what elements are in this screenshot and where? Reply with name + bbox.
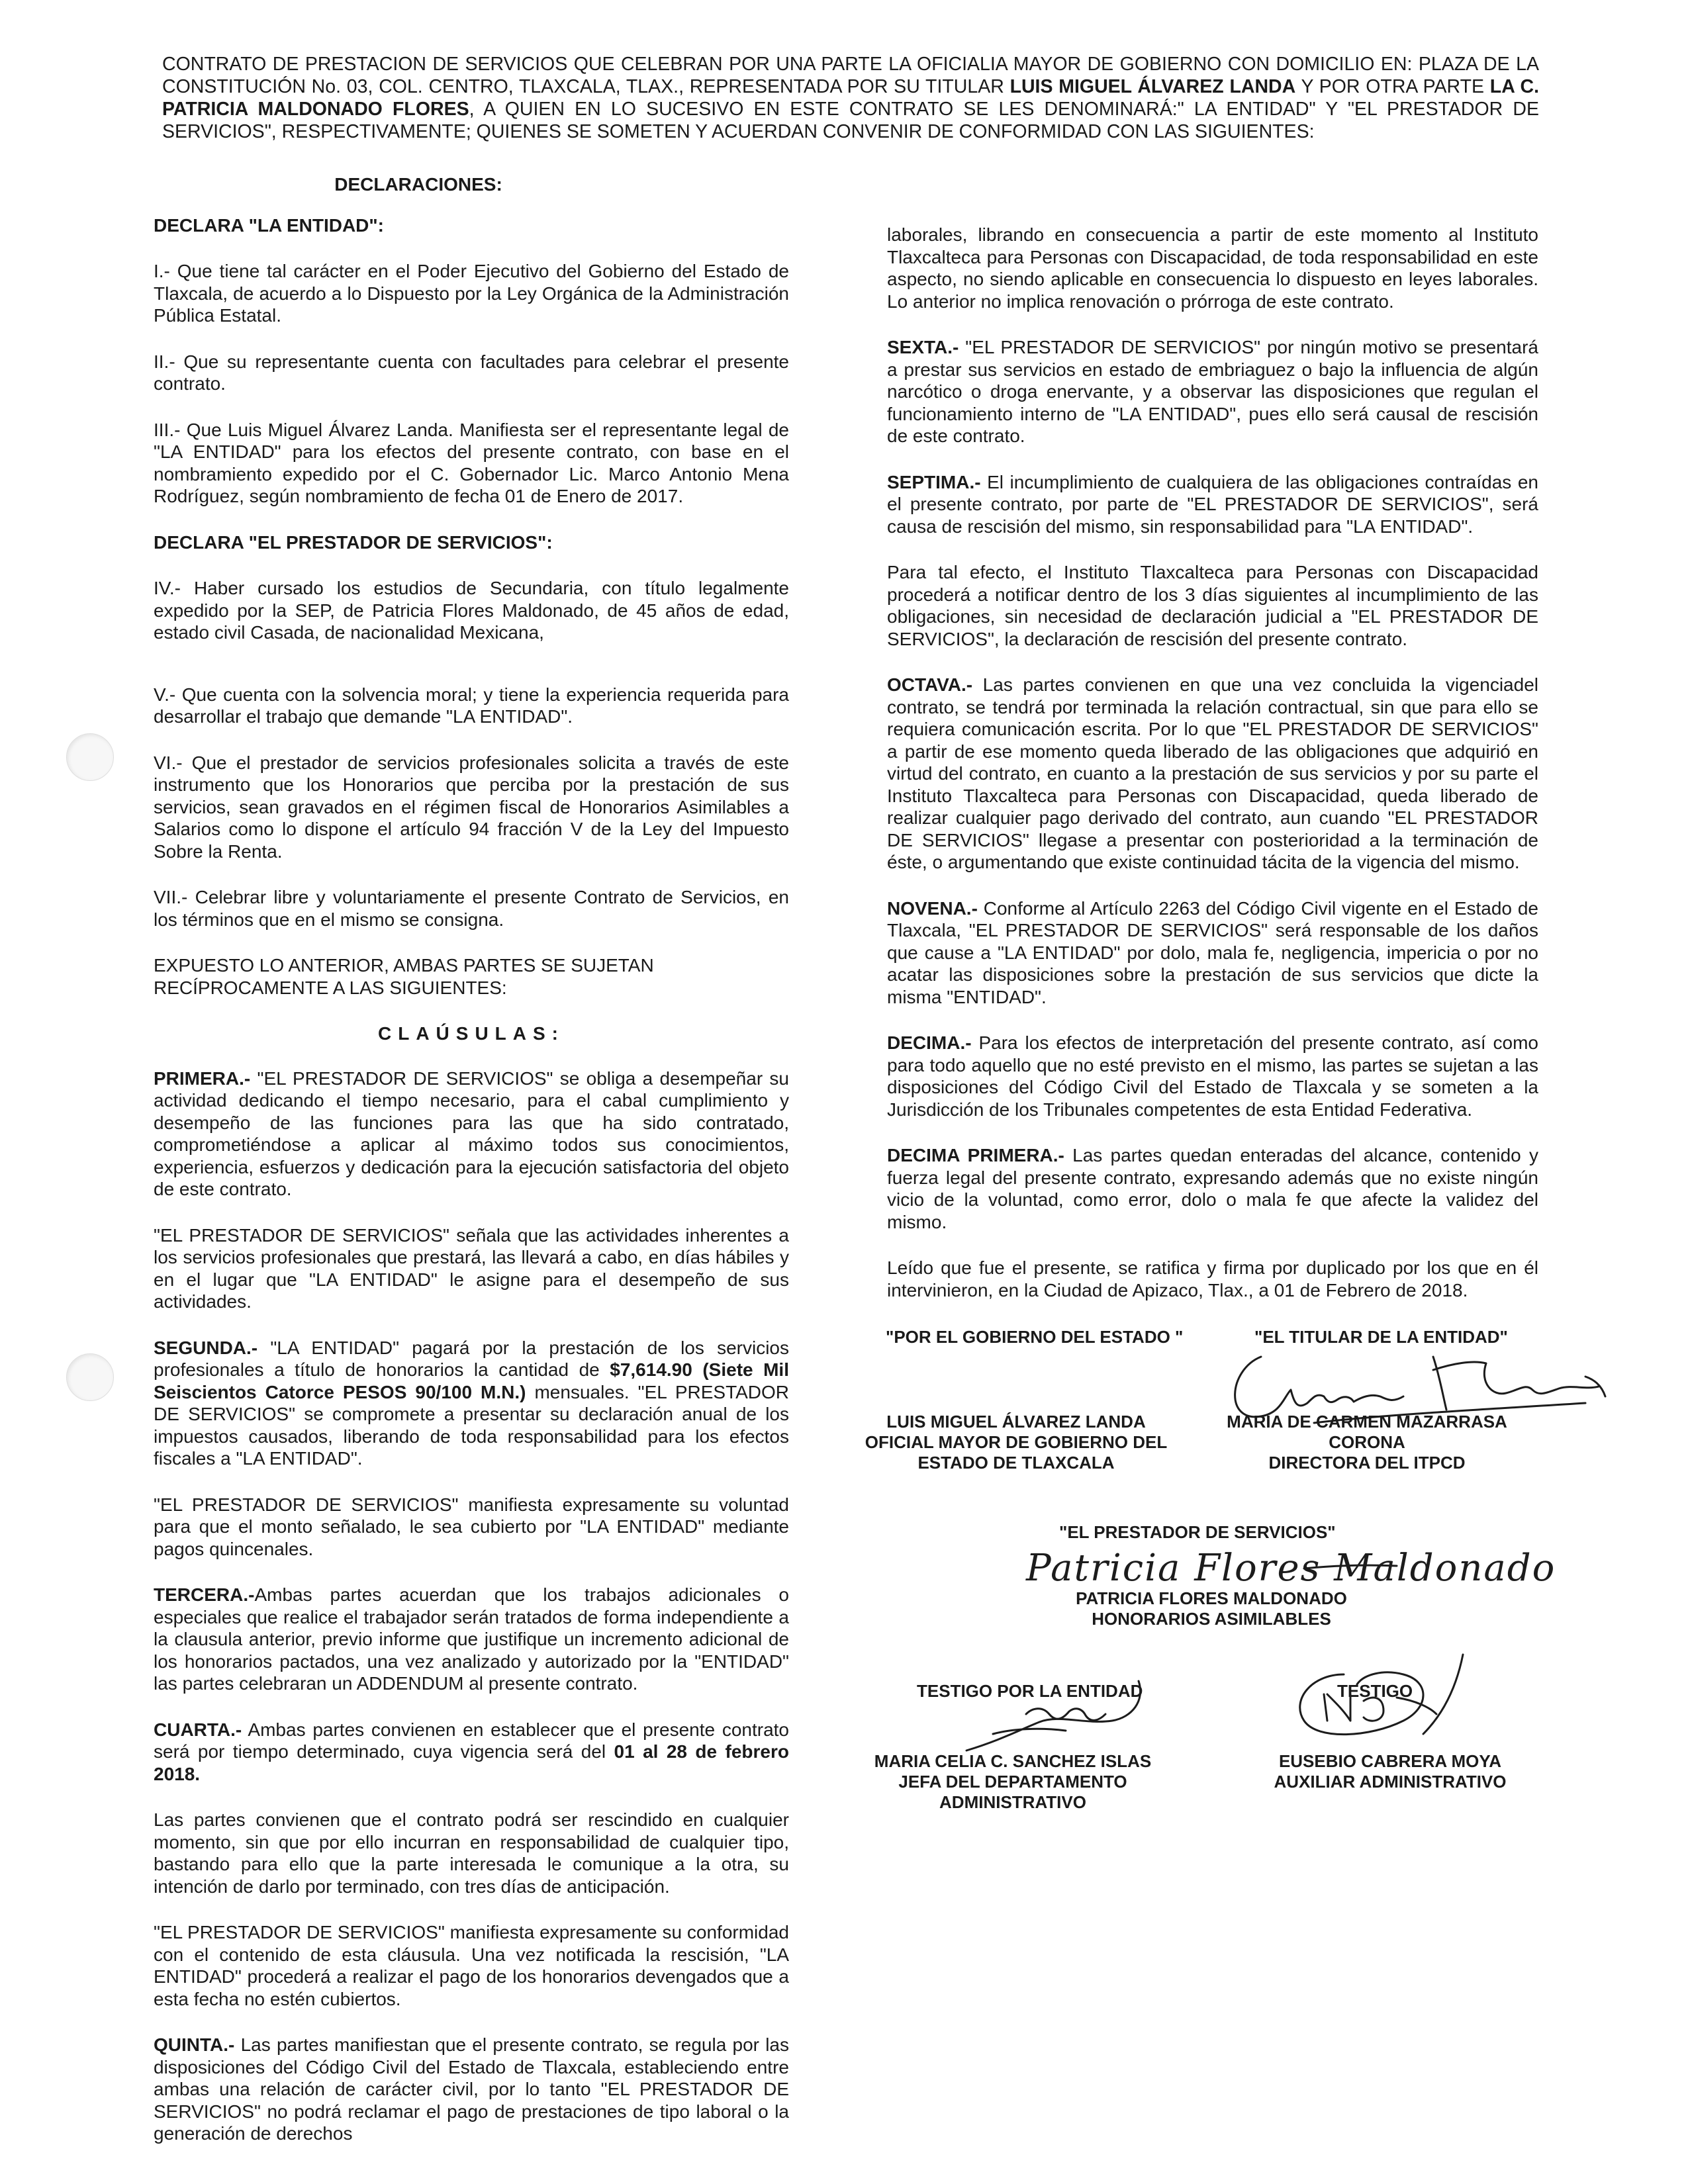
- header-text-1: CONTRATO DE PRESTACION DE SERVICIOS QUE CELEBRAN POR UNA PARTE LA OFICIALIA MAYOR DE GOBIERNO CON DOMICILIO EN: PLAZA DE LA CONSTITUCIÓN No. 03, COL. CENTRO, TLAXCALA, TLAX., REPRESENTADA POR SU TITULAR: [162, 54, 1539, 97]
- prestador-name: PATRICIA FLORES MALDONADO: [1076, 1588, 1347, 1608]
- clausula-tercera: [154, 1584, 789, 1695]
- clausula-segunda-label: SEGUNDA.-: [154, 1337, 258, 1358]
- clausula-cuarta: [154, 1719, 789, 1786]
- declaracion-i: I.- Que tiene tal carácter en el Poder Ejecutivo del Gobierno del Estado de Tlaxcala, de acuerdo a lo Dispuesto por la Ley Orgánica de la Administración Pública Estatal.: [154, 261, 789, 326]
- declaracion-vii: VII.- Celebrar libre y voluntariamente el presente Contrato de Servicios, en los términos que en el mismo se consigna.: [154, 887, 789, 930]
- clausula-segunda: [154, 1337, 789, 1470]
- clausula-primera-b: "EL PRESTADOR DE SERVICIOS" señala que las actividades inherentes a los servicios profesionales que prestará, las llevará a cabo, en días hábiles y en el lugar que "LA ENTIDAD" le asigne para el desempeño de sus actividades.: [154, 1224, 789, 1312]
- header-titular: LUIS MIGUEL ÁLVAREZ LANDA: [1009, 76, 1296, 97]
- clausula-decima-primera: [887, 1144, 1538, 1233]
- clausula-tercera-label: TERCERA.-: [154, 1584, 255, 1605]
- clausula-tercera-text: Ambas partes acuerdan que los trabajos adicionales o especiales que realice el trabajador serán tratados de forma independiente a la clausula anterior, previo informe que justifique un incremento adicional de los honorarios pactados, una vez analizado y autorizado por la "ENTIDAD" las partes celebraran un ADDENDUM al presente contrato.: [154, 1584, 789, 1694]
- testigo1-role-1: JEFA DEL DEPARTAMENTO: [898, 1772, 1127, 1792]
- punch-hole-bottom: [66, 1353, 114, 1401]
- clausula-decima-label: DECIMA.-: [887, 1032, 972, 1053]
- testigo2-signature-block: [1244, 1751, 1536, 1792]
- prestador-signature-icon: [1019, 1542, 1556, 1595]
- testigo2-name: EUSEBIO CABRERA MOYA: [1278, 1751, 1502, 1771]
- clausula-decima-text: Para los efectos de interpretación del presente contrato, así como para todo aquello que no esté previsto en el mismo, las partes se sujetan a las disposiciones del Código Civil del Estado de Tlaxcala y se someten a la Jurisdicción de los Tribunales competentes de esta Entidad Federativa.: [887, 1032, 1538, 1120]
- titular-signature-block: [1211, 1412, 1523, 1473]
- clausula-segunda-text-b: mensuales. "EL PRESTADOR DE SERVICIOS" se compromete a presentar su declaración anual de los impuestos causados, liberando de toda responsabilidad para los efectos fiscales a "LA ENTIDAD".: [154, 1381, 789, 1469]
- clausula-decima-primera-label: DECIMA PRIMERA.-: [887, 1145, 1064, 1165]
- clausula-sexta-label: SEXTA.-: [887, 337, 959, 357]
- declaracion-v: V.- Que cuenta con la solvencia moral; y tiene la experiencia requerida para desarrollar el trabajo que demande "LA ENTIDAD".: [154, 684, 789, 727]
- clausula-decima: [887, 1032, 1538, 1120]
- prestador-heading: "EL PRESTADOR DE SERVICIOS": [1059, 1522, 1336, 1542]
- clausula-cuarta-label: CUARTA.-: [154, 1719, 242, 1740]
- punch-hole-top: [66, 733, 114, 781]
- header-text-2: Y POR OTRA PARTE: [1295, 76, 1490, 97]
- testigo2-role: AUXILIAR ADMINISTRATIVO: [1274, 1772, 1507, 1792]
- clausula-octava-label: OCTAVA.-: [887, 674, 973, 695]
- declaraciones-title: DECLARACIONES:: [334, 174, 502, 195]
- clausula-octava-text: Las partes convienen en que una vez concluida la vigenciadel contrato, se tendrá por terminada la relación contractual, sin que para ello se requiera comunicación escrita. Por lo que "EL PRESTADOR DE SERVICIOS" a partir de ese momento queda liberado de las obligaciones que adquirió en virtud del contrato, en cuanto a la prestación de sus servicios y por su parte el Instituto Tlaxcalteca para Personas con Discapacidad, queda liberado de realizar cualquier pago derivado del contrato, aun cuando "EL PRESTADOR DE SERVICIOS" llegase a presentar con posterioridad a la terminación de éste, o argumentando que existe continuidad tácita de la vigencia del mismo.: [887, 674, 1538, 872]
- testigo1-heading: TESTIGO POR LA ENTIDAD: [917, 1681, 1143, 1701]
- clausula-octava: [887, 674, 1538, 874]
- titular-name-2: CORONA: [1329, 1432, 1405, 1452]
- contract-header: [162, 53, 1539, 143]
- clausula-quinta: [154, 2034, 789, 2145]
- gobierno-role-1: OFICIAL MAYOR DE GOBIERNO DEL: [865, 1432, 1168, 1452]
- clausula-sexta-text: "EL PRESTADOR DE SERVICIOS" por ningún motivo se presentará a prestar sus servicios en estado de embriaguez o bajo la influencia de algún narcótico o droga enervante, y a observar las disposiciones que regulan el funcionamiento interno de "LA ENTIDAD", pues ello será causal de rescisión de este contrato.: [887, 337, 1538, 446]
- clausula-quinta-text: Las partes manifiestan que el presente contrato, se regula por las disposiciones del Código Civil del Estado de Tlaxcala, estableciendo entre ambas una relación de carácter civil, por lo tanto "EL PRESTADOR DE SERVICIOS" no podrá reclamar el pago de prestaciones de tipo laboral o la generación de derechos: [154, 2034, 789, 2144]
- declara-entidad-heading: DECLARA "LA ENTIDAD":: [154, 214, 385, 236]
- clausula-segunda-text-a: "LA ENTIDAD" pagará por la prestación de los servicios profesionales a título de honorarios la cantidad de: [154, 1337, 789, 1380]
- expuesto-text: EXPUESTO LO ANTERIOR, AMBAS PARTES SE SUJETAN RECÍPROCAMENTE A LAS SIGUIENTES:: [154, 955, 654, 998]
- declara-prestador-heading: DECLARA "EL PRESTADOR DE SERVICIOS":: [154, 531, 553, 553]
- clausula-sexta: [887, 336, 1538, 447]
- testigo2-signature-icon: [1264, 1648, 1503, 1754]
- testigo1-signature-icon: [927, 1668, 1165, 1760]
- clausula-novena-text: Conforme al Artículo 2263 del Código Civil vigente en el Estado de Tlaxcala, "EL PRESTADOR DE SERVICIOS" será responsable de los daños que cause a "LA ENTIDAD" por dolo, mala fe, negligencia, impericia o por no acatar las disposiciones sobre la prestación de sus servicios que dicte la misma "ENTIDAD".: [887, 897, 1538, 1007]
- clausula-septima-text: El incumplimiento de cualquiera de las obligaciones contraídas en el presente contrato, por parte de "EL PRESTADOR DE SERVICIOS", será causa de rescisión del mismo, sin responsabilidad para "LA ENTIDAD".: [887, 471, 1538, 537]
- clausula-cuarta-dates: 01 al 28 de febrero 2018.: [154, 1741, 789, 1784]
- clausula-segunda-amount: $7,614.90 (Siete Mil Seiscientos Catorce PESOS 90/100 M.N.): [154, 1359, 789, 1402]
- titular-name-1: MARIA DE CARMEN MAZARRASA: [1227, 1412, 1507, 1432]
- clausula-segunda-c: "EL PRESTADOR DE SERVICIOS" manifiesta expresamente su voluntad para que el monto señalado, le sea cubierto por "LA ENTIDAD" mediante pagos quincenales.: [154, 1494, 789, 1559]
- clausula-decima-primera-text: Las partes quedan enteradas del alcance, contenido y fuerza legal del presente contrato, expresando además que no existe ningún vicio de la voluntad, como error, dolo o mala fe que afecte la validez del mismo.: [887, 1145, 1538, 1232]
- header-text-3: , A QUIEN EN LO SUCESIVO EN ESTE CONTRATO SE LES DENOMINARÁ:" LA ENTIDAD" Y "EL PRESTADOR DE SERVICIOS", RESPECTIVAMENTE; QUIENES SE SOMETEN Y ACUERDAN CONVENIR DE CONFORMIDAD CON LAS SIGUIENTES:: [162, 99, 1539, 142]
- declaracion-iv: IV.- Haber cursado los estudios de Secundaria, con título legalmente expedido por la SEP, de Patricia Flores Maldonado, de 45 años de edad, estado civil Casada, de nacionalidad Mexicana,: [154, 578, 789, 643]
- declaracion-vi: VI.- Que el prestador de servicios profesionales solicita a través de este instrumento que los Honorarios que perciba por la prestación de sus servicios, sean gravados en el régimen fiscal de Honorarios Asimilables a Salarios como lo dispone el artículo 94 fracción V de la Ley del Impuesto Sobre la Renta.: [154, 752, 789, 862]
- testigo1-role-2: ADMINISTRATIVO: [939, 1792, 1086, 1812]
- clausula-septima: [887, 471, 1538, 538]
- prestador-signature-text: Patricia Flores Maldonado: [1026, 1547, 1556, 1590]
- testigo1-signature-block: [854, 1751, 1172, 1813]
- clausula-quinta-label: QUINTA.-: [154, 2034, 235, 2055]
- left-column: [154, 173, 789, 2145]
- gobierno-name: LUIS MIGUEL ÁLVAREZ LANDA: [886, 1412, 1146, 1432]
- gobierno-heading: "POR EL GOBIERNO DEL ESTADO ": [886, 1327, 1184, 1347]
- clausula-septima-b: Para tal efecto, el Instituto Tlaxcalteca para Personas con Discapacidad procederá a notificar dentro de los 3 días siguientes al incumplimiento de las obligaciones, sin necesidad de declaración judicial a "EL PRESTADOR DE SERVICIOS", la declaración de rescisión del presente contrato.: [887, 562, 1538, 649]
- testigo1-name: MARIA CELIA C. SANCHEZ ISLAS: [874, 1751, 1152, 1771]
- gobierno-signature-block: [861, 1412, 1172, 1473]
- clausula-novena-label: NOVENA.-: [887, 897, 978, 919]
- titular-role: DIRECTORA DEL ITPCD: [1268, 1453, 1466, 1473]
- clausula-cuarta-b: Las partes convienen que el contrato podrá ser rescindido en cualquier momento, sin que por ello incurran en responsabilidad de cualquier tipo, bastando para ello que la parte interesada le comunique a la otra, su intención de darlo por terminado, con tres días de anticipación.: [154, 1809, 789, 1897]
- clausula-novena: [887, 897, 1538, 1009]
- testigo2-heading: TESTIGO: [1337, 1681, 1413, 1701]
- clausulas-title: CLAÚSULAS:: [378, 1023, 565, 1044]
- clausula-primera-label: PRIMERA.-: [154, 1068, 251, 1089]
- declaracion-iii: III.- Que Luis Miguel Álvarez Landa. Manifiesta ser el representante legal de "LA ENTIDAD" para los efectos del presente contrato, con base en el nombramiento expedido por el C. Gobernador Lic. Marco Antonio Mena Rodríguez, según nombramiento de fecha 01 de Enero de 2017.: [154, 419, 789, 506]
- gobierno-role-2: ESTADO DE TLAXCALA: [917, 1453, 1115, 1473]
- clausula-septima-label: SEPTIMA.-: [887, 471, 981, 492]
- prestador-role: HONORARIOS ASIMILABLES: [1092, 1609, 1331, 1629]
- leido-text: Leído que fue el presente, se ratifica y firma por duplicado por los que en él intervinieron, en la Ciudad de Apizaco, Tlax., a 01 de Febrero de 2018.: [887, 1257, 1538, 1300]
- clausula-cuarta-c: "EL PRESTADOR DE SERVICIOS" manifiesta expresamente su conformidad con el contenido de esta cláusula. Una vez notificada la rescisión, "LA ENTIDAD" procederá a realizar el pago de los honorarios devengados que a esta fecha no estén cubiertos.: [154, 1922, 789, 2009]
- declaracion-ii: II.- Que su representante cuenta con facultades para celebrar el presente contrato.: [154, 351, 789, 394]
- clausula-primera: [154, 1068, 789, 1201]
- clausula-primera-text: "EL PRESTADOR DE SERVICIOS" se obliga a desempeñar su actividad dedicando el tiempo necesario, para el cabal cumplimiento y desempeño de las funciones para las que ha sido contratado, comprometiéndose a aplicar al máximo todos sus conocimientos, experiencia, esfuerzos y dedicación para la ejecución satisfactoria del objeto de este contrato.: [154, 1068, 789, 1199]
- clausula-cuarta-text-a: Ambas partes convienen en establecer que el presente contrato será por tiempo determinado, cuya vigencia será del: [154, 1719, 789, 1762]
- prestador-signature-block: [1019, 1588, 1403, 1629]
- header-prestador: LA C. PATRICIA MALDONADO FLORES: [162, 76, 1539, 120]
- titular-heading: "EL TITULAR DE LA ENTIDAD": [1254, 1327, 1508, 1347]
- clausula-quinta-cont: laborales, librando en consecuencia a partir de este momento al Instituto Tlaxcalteca para Personas con Discapacidad, de toda responsabilidad en este aspecto, no siendo aplicable en consecuencia lo dispuesto en leyes laborales. Lo anterior no implica renovación o prórroga de este contrato.: [887, 224, 1538, 312]
- right-column: [887, 224, 1538, 1325]
